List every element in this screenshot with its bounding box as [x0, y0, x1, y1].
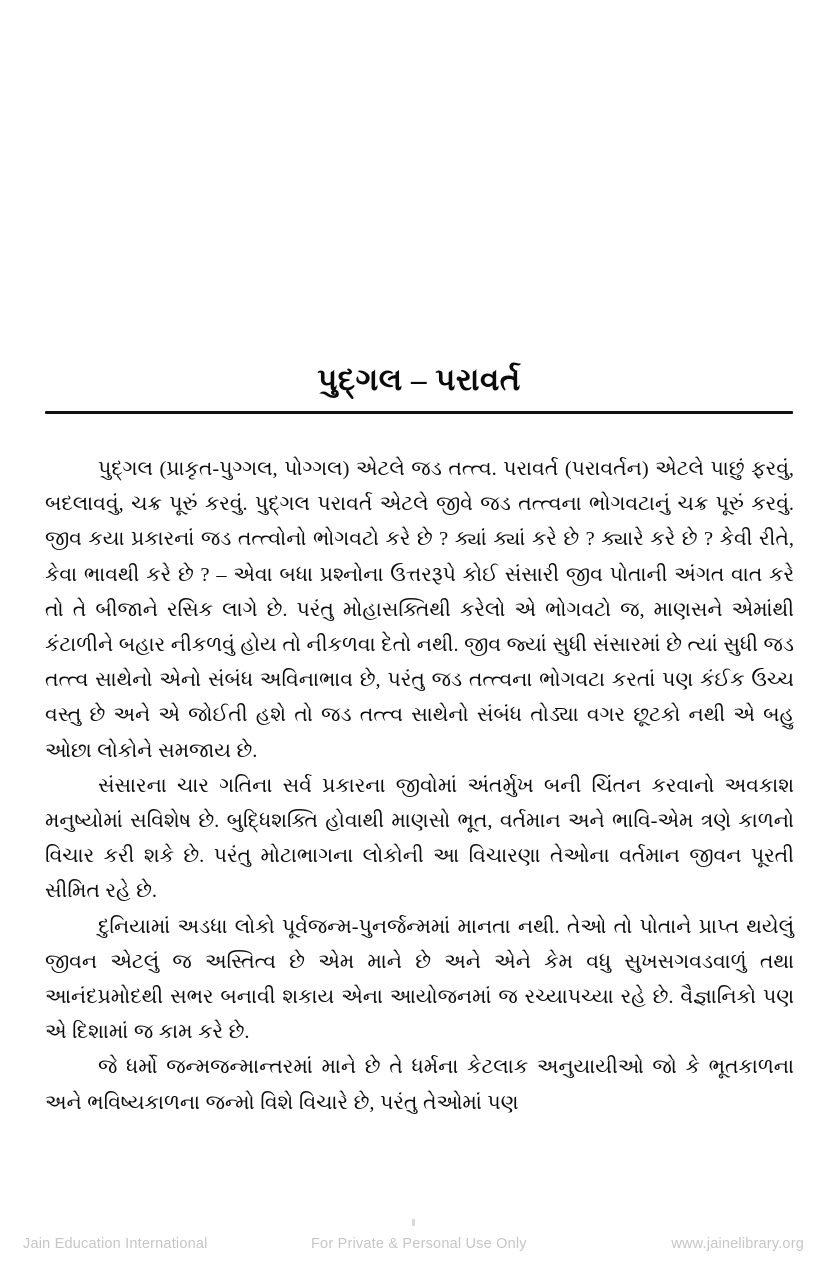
page-top-margin [0, 0, 828, 360]
page-title: પુદ્ગલ – પરાવર્ત [317, 362, 521, 397]
body-text-column [45, 452, 794, 1121]
page-footer [0, 1236, 828, 1262]
paragraph: દુનિયામાં અડધા લોકો પૂર્વજન્મ-પુનર્જન્મમાં માનતા નથી. તેઓ તો પોતાને પ્રાપ્ત થયેલું જીવન એટલું જ અસ્તિત્વ છે એમ માને છે અને એને કેમ વધુ સુખસગવડવાળું તથા આનંદપ્રમોદથી સભર બનાવી શકાય એના આયોજનમાં જ રચ્યાપચ્યા રહે છે. વૈજ્ઞાનિકો પણ એ દિશામાં જ કામ કરે છે. [45, 915, 794, 1044]
paragraph: પુદ્ગલ (પ્રાકૃત-પુગ્ગલ, પોગ્ગલ) એટલે જડ તત્ત્વ. પરાવર્ત (પરાવર્તન) એટલે પાછું ફરવું, બદલાવવું, ચક્ર પૂરું કરવું. પુદ્ગલ પરાવર્ત એટલે જીવે જડ તત્ત્વના ભોગવટાનું ચક્ર પૂરું કરવું. જીવ કયા પ્રકારનાં જડ તત્ત્વોનો ભોગવટો કરે છે ? ક્યાં ક્યાં કરે છે ? ક્યારે કરે છે ? કેવી રીતે, કેવા ભાવથી કરે છે ? – એવા બધા પ્રશ્નોના ઉત્તરરૂપે કોઈ સંસારી જીવ પોતાની અંગત વાત કરે તો તે બીજાને રસિક લાગે છે. પરંતુ મોહાસક્તિથી કરેલો એ ભોગવટો જ, માણસને એમાંથી કંટાળીને બહાર નીકળવું હોય તો નીકળવા દેતો નથી. જીવ જ્યાં સુધી સંસારમાં છે ત્યાં સુધી જડ તત્ત્વ સાથેનો એનો સંબંધ અવિનાભાવ છે, પરંતુ જડ તત્ત્વના ભોગવટા કરતાં પણ કંઈક ઉચ્ચ વસ્તુ છે અને એ જોઈતી હશે તો જડ તત્ત્વ સાથેનો સંબંધ તોડ્યા વગર છૂટકો નથી એ બહુ ઓછા લોકોને સમજાય છે. [45, 458, 794, 762]
footer-website-url: www.jainelibrary.org [671, 1236, 804, 1252]
paragraph: જે ધર્મો જન્મજન્માન્તરમાં માને છે તે ધર્મના કેટલાક અનુયાયીઓ જો કે ભૂતકાળના અને ભવિષ્યકાળના જન્મો વિશે વિચારે છે, પરંતુ તેઓમાં પણ [45, 1056, 794, 1114]
scan-artifact-speck [412, 1219, 415, 1226]
title-divider-rule [45, 411, 793, 414]
footer-organization: Jain Education International [23, 1236, 208, 1252]
footer-usage-notice: For Private & Personal Use Only [311, 1236, 527, 1252]
paragraph: સંસારના ચાર ગતિના સર્વ પ્રકારના જીવોમાં અંતર્મુખ બની ચિંતન કરવાનો અવકાશ મનુષ્યોમાં સવિશેષ છે. બુદ્ધિશક્તિ હોવાથી માણસો ભૂત, વર્તમાન અને ભાવિ-એમ ત્રણે કાળનો વિચાર કરી શકે છે. પરંતુ મોટાભાગના લોકોની આ વિચારણા તેઓના વર્તમાન જીવન પૂરતી સીમિત રહે છે. [45, 774, 794, 903]
chapter-heading-block [45, 362, 793, 414]
